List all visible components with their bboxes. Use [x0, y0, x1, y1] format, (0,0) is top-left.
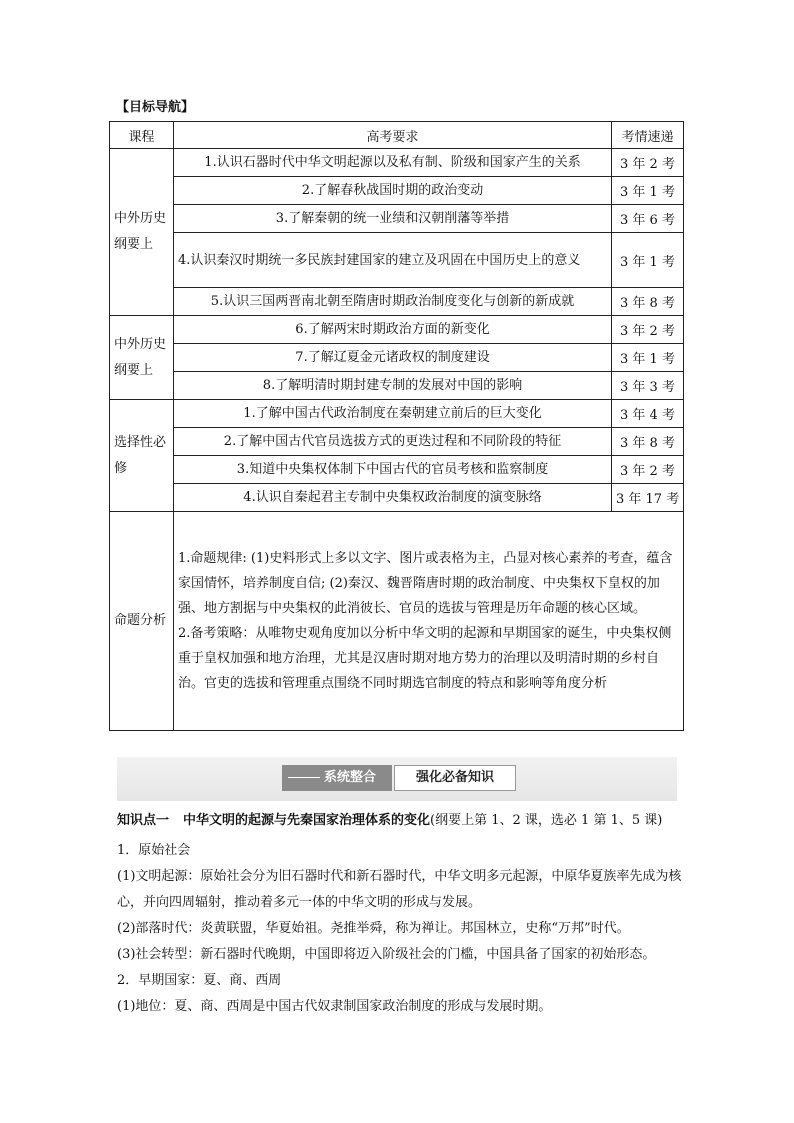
table-row: [110, 428, 684, 456]
header-exam-stats: 考情速递: [612, 122, 684, 149]
goals-table: [109, 121, 684, 731]
banner-left-tab: [282, 765, 392, 791]
content-paragraph: (2)部落时代：炎黄联盟，华夏始祖。尧推举舜，称为禅让。邦国林立，史称“万邦”时代。: [117, 921, 630, 936]
table-row: [110, 484, 684, 512]
content-paragraph: 1．原始社会: [117, 843, 191, 858]
table-row: [110, 512, 684, 731]
table-row: [110, 288, 684, 316]
count-cell: 3 年 1 考: [612, 344, 684, 372]
requirement-cell: 2.了解春秋战国时期的政治变动: [174, 177, 612, 205]
banner-right-tab: 强化必备知识: [394, 765, 516, 791]
requirement-cell: 1.认识石器时代中华文明起源以及私有制、阶级和国家产生的关系: [174, 149, 612, 177]
count-cell: 3 年 6 考: [612, 205, 684, 233]
table-row: [110, 400, 684, 428]
count-cell: 3 年 17 考: [612, 484, 684, 512]
knowledge-point-heading: [117, 808, 683, 834]
count-cell: 3 年 3 考: [612, 372, 684, 400]
requirement-cell: 3.知道中央集权体制下中国古代的官员考核和监察制度: [174, 456, 612, 484]
count-cell: 3 年 2 考: [612, 316, 684, 344]
count-cell: 3 年 2 考: [612, 149, 684, 177]
table-row: [110, 316, 684, 344]
section-title: 【目标导航】: [116, 100, 195, 115]
analysis-rules: 1.命题规律: (1)史料形式上多以文字、图片或表格为主，凸显对核心素养的考查，蕴含家国情怀，培养制度自信; (2)秦汉、魏晋隋唐时期的政治制度、中央集权下皇权的加强、地方割据与中央集权的此消彼长、官员的选拔与管理是历年命题的核心区域。: [178, 551, 673, 616]
knowledge-point-label: 知识点一: [117, 813, 170, 828]
table-row: [110, 372, 684, 400]
content-paragraph: (1)地位：夏、商、西周是中国古代奴隶制国家政治制度的形成与发展时期。: [117, 999, 552, 1014]
requirement-cell: 4.认识自秦起君主专制中央集权政治制度的演变脉络: [174, 484, 612, 512]
table-header-row: [110, 122, 684, 149]
course-cell: 中外历史纲要上: [110, 316, 174, 400]
header-requirement: 高考要求: [174, 122, 612, 149]
requirement-cell: 8.了解明清时期封建专制的发展对中国的影响: [174, 372, 612, 400]
content-paragraph: (3)社会转型：新石器时代晚期，中国即将迈入阶级社会的门槛，中国具备了国家的初始形态。: [117, 947, 656, 962]
content-paragraph: 2．早期国家：夏、商、西周: [117, 973, 282, 988]
content-body: [117, 838, 683, 1020]
requirement-cell: 5.认识三国两晋南北朝至隋唐时期政治制度变化与创新的新成就: [174, 288, 612, 316]
requirement-cell: 6.了解两宋时期政治方面的新变化: [174, 316, 612, 344]
count-cell: 3 年 4 考: [612, 400, 684, 428]
dash-line: [288, 777, 320, 778]
requirement-cell: 2.了解中国古代官员选拔方式的更迭过程和不同阶段的特征: [174, 428, 612, 456]
table-row: [110, 205, 684, 233]
count-cell: 3 年 1 考: [612, 233, 684, 288]
course-cell: 中外历史纲要上: [110, 149, 174, 316]
requirement-cell: 3.了解秦朝的统一业绩和汉朝削藩等举措: [174, 205, 612, 233]
knowledge-point-title: 中华文明的起源与先秦国家治理体系的变化: [183, 813, 431, 828]
count-cell: 3 年 1 考: [612, 177, 684, 205]
count-cell: 3 年 8 考: [612, 288, 684, 316]
requirement-cell: 7.了解辽夏金元诸政权的制度建设: [174, 344, 612, 372]
count-cell: 3 年 2 考: [612, 456, 684, 484]
section-banner: [117, 757, 677, 801]
banner-left-label: 系统整合: [324, 770, 377, 785]
course-cell: 命题分析: [110, 512, 174, 731]
table-row: [110, 177, 684, 205]
knowledge-point-reference: (纲要上第 1、2 课，选必 1 第 1、5 课): [430, 813, 663, 828]
table-row: [110, 233, 684, 288]
count-cell: 3 年 8 考: [612, 428, 684, 456]
table-row: [110, 456, 684, 484]
requirement-cell: 1.了解中国古代政治制度在秦朝建立前后的巨大变化: [174, 400, 612, 428]
table-row: [110, 149, 684, 177]
course-cell: 选择性必修: [110, 400, 174, 512]
analysis-cell: [174, 512, 684, 731]
analysis-strategy: 2.备考策略：从唯物史观角度加以分析中华文明的起源和早期国家的诞生，中央集权侧重于皇权加强和地方治理，尤其是汉唐时期对地方势力的治理以及明清时期的乡村自治。官吏的选拔和管理重点围绕不同时期选官制度的特点和影响等角度分析: [178, 626, 672, 691]
requirement-cell: 4.认识秦汉时期统一多民族封建国家的建立及巩固在中国历史上的意义: [174, 233, 612, 288]
table-row: [110, 344, 684, 372]
header-course: 课程: [110, 122, 174, 149]
content-paragraph: (1)文明起源：原始社会分为旧石器时代和新石器时代，中华文明多元起源，中原华夏族率先成为核心，并向四周辐射，推动着多元一体的中华文明的形成与发展。: [117, 869, 682, 910]
